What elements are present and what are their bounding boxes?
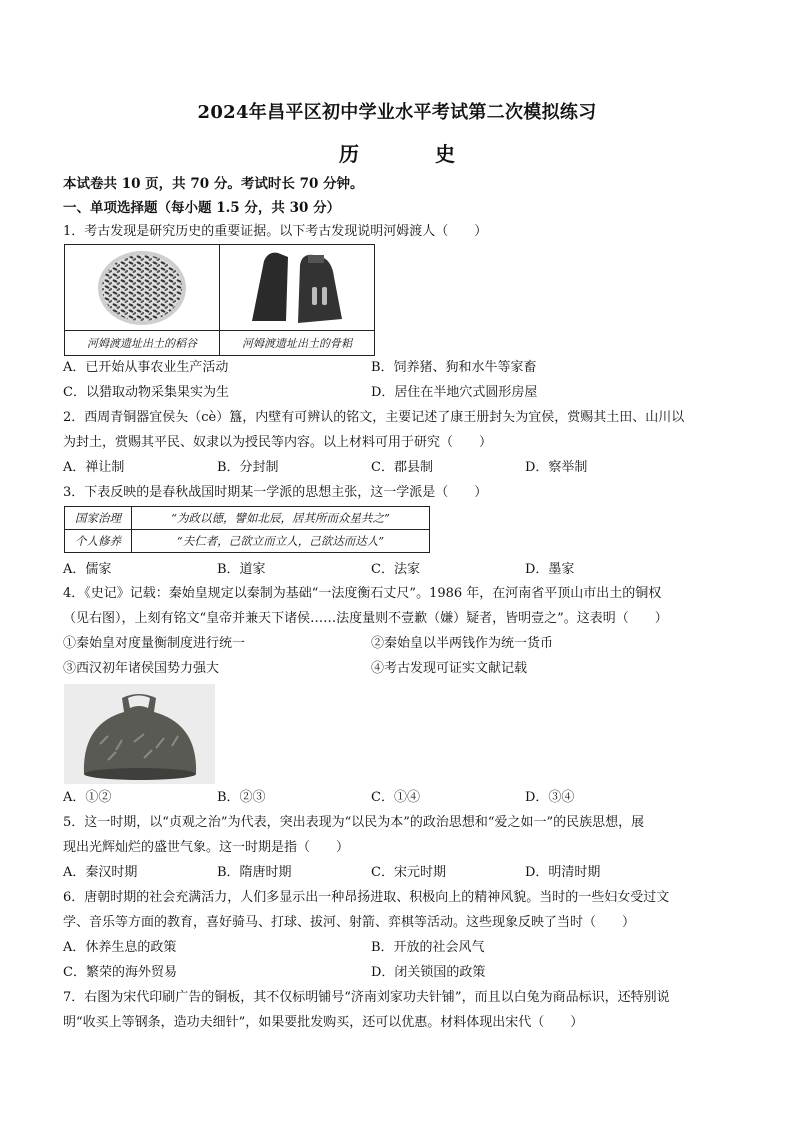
bone-spade-image <box>219 245 374 330</box>
q6-option-a[interactable]: A．休养生息的政策 <box>63 940 177 955</box>
q1-option-d[interactable]: D．居住在半地穴式圆形房屋 <box>371 385 538 400</box>
q4-statement-2: ②秦始皇以半两钱作为统一货币 <box>371 636 554 651</box>
rice-grain-image <box>65 245 219 330</box>
q4-statement-1: ①秦始皇对度量衡制度进行统一 <box>63 636 246 651</box>
q6-option-c[interactable]: C．繁荣的海外贸易 <box>63 965 177 980</box>
q7-stem-line1: 7．右图为宋代印刷广告的铜板，其不仅标明铺号“济南刘家功夫针铺”，而且以白兔为商品标识，还特别说 <box>63 990 670 1005</box>
q3-option-d[interactable]: D．墨家 <box>525 562 575 577</box>
q3-stem: 3．下表反映的是春秋战国时期某一学派的思想主张，这一学派是（ ） <box>63 485 488 500</box>
q3-option-b[interactable]: B．道家 <box>217 562 266 577</box>
q6-stem-line2: 学、音乐等方面的教育，喜好骑马、打球、拔河、射箭、弈棋等活动。这些现象反映了当时（ ） <box>63 915 636 930</box>
q4-option-c[interactable]: C．①④ <box>371 790 420 805</box>
q6-option-d[interactable]: D．闭关锁国的政策 <box>371 965 486 980</box>
q2-option-d[interactable]: D．察举制 <box>525 460 588 475</box>
table-row <box>65 507 430 530</box>
q3-row1-key: 国家治理 <box>65 507 132 530</box>
q1-stem: 1．考古发现是研究历史的重要证据。以下考古发现说明河姆渡人（ ） <box>63 224 488 239</box>
q2-option-a[interactable]: A．禅让制 <box>63 460 125 475</box>
q5-option-b[interactable]: B．隋唐时期 <box>217 865 292 880</box>
q4-option-d[interactable]: D．③④ <box>525 790 575 805</box>
q5-option-a[interactable]: A．秦汉时期 <box>63 865 138 880</box>
q4-option-a[interactable]: A．①② <box>63 790 112 805</box>
exam-intro: 本试卷共 10 页，共 70 分。考试时长 70 分钟。 <box>63 176 364 192</box>
table-row <box>65 530 430 553</box>
q4-stem-line1: 4．《史记》记载：秦始皇规定以秦制为基础“一法度衡石丈尺”。1986 年，在河南省平顶山市出土的铜权 <box>63 586 662 601</box>
q4-statement-3: ③西汉初年诸侯国势力强大 <box>63 661 220 676</box>
q3-table <box>64 506 430 553</box>
q4-option-b[interactable]: B．②③ <box>217 790 266 805</box>
q2-option-c[interactable]: C．郡县制 <box>371 460 433 475</box>
q4-stem-line2: （见右图），上刻有铭文“皇帝并兼天下诸侯……法度量则不壹歉（嫌）疑者，皆明壹之”。这表明（ ） <box>63 611 668 626</box>
q5-stem-line2: 现出光辉灿烂的盛世气象。这一时期是指（ ） <box>63 840 350 855</box>
q1-option-c[interactable]: C．以猎取动物采集果实为生 <box>63 385 229 400</box>
q2-stem-line1: 2．西周青铜器宜侯夨（cè）簋，内壁有可辨认的铭文，主要记述了康王册封夨为宜侯，赏赐其土田、山川以 <box>63 410 685 425</box>
q7-stem-line2: 明“收买上等钢条，造功夫细针”，如果要批发购买，还可以优惠。材料体现出宋代（ ） <box>63 1015 584 1030</box>
q6-stem-line1: 6．唐朝时期的社会充满活力，人们多显示出一种昂扬进取、积极向上的精神风貌。当时的一些妇女受过文 <box>63 890 670 905</box>
q1-option-b[interactable]: B．饲养猪、狗和水牛等家畜 <box>371 360 537 375</box>
exam-title: 2024年昌平区初中学业水平考试第二次模拟练习 <box>197 102 597 123</box>
q1-option-a[interactable]: A．已开始从事农业生产活动 <box>63 360 229 375</box>
q5-option-d[interactable]: D．明清时期 <box>525 865 601 880</box>
q3-row2-key: 个人修养 <box>65 530 132 553</box>
q2-option-b[interactable]: B．分封制 <box>217 460 279 475</box>
bronze-weight-image <box>64 684 215 784</box>
q3-row2-value: “夫仁者，己欲立而立人，己欲达而达人” <box>132 530 430 553</box>
q5-stem-line1: 5．这一时期，以“贞观之治”为代表，突出表现为“以民为本”的政治思想和“爱之如一”的民族思想，展 <box>63 815 645 830</box>
q3-option-a[interactable]: A．儒家 <box>63 562 112 577</box>
q6-option-b[interactable]: B．开放的社会风气 <box>371 940 485 955</box>
q3-row1-value: “为政以德，譬如北辰，居其所而众星共之” <box>132 507 430 530</box>
q3-option-c[interactable]: C．法家 <box>371 562 420 577</box>
section-heading: 一、单项选择题（每小题 1.5 分，共 30 分） <box>63 200 341 216</box>
q1-caption-right: 河姆渡遗址出土的骨耜 <box>219 331 374 355</box>
q1-figure <box>64 244 375 356</box>
q1-caption-left: 河姆渡遗址出土的稻谷 <box>87 337 197 350</box>
q4-statement-4: ④考古发现可证实文献记载 <box>371 661 528 676</box>
q5-option-c[interactable]: C．宋元时期 <box>371 865 446 880</box>
subject-title: 历 史 <box>339 142 483 166</box>
q2-stem-line2: 为封土，赏赐其平民、奴隶以为授民等内容。以上材料可用于研究（ ） <box>63 435 493 450</box>
